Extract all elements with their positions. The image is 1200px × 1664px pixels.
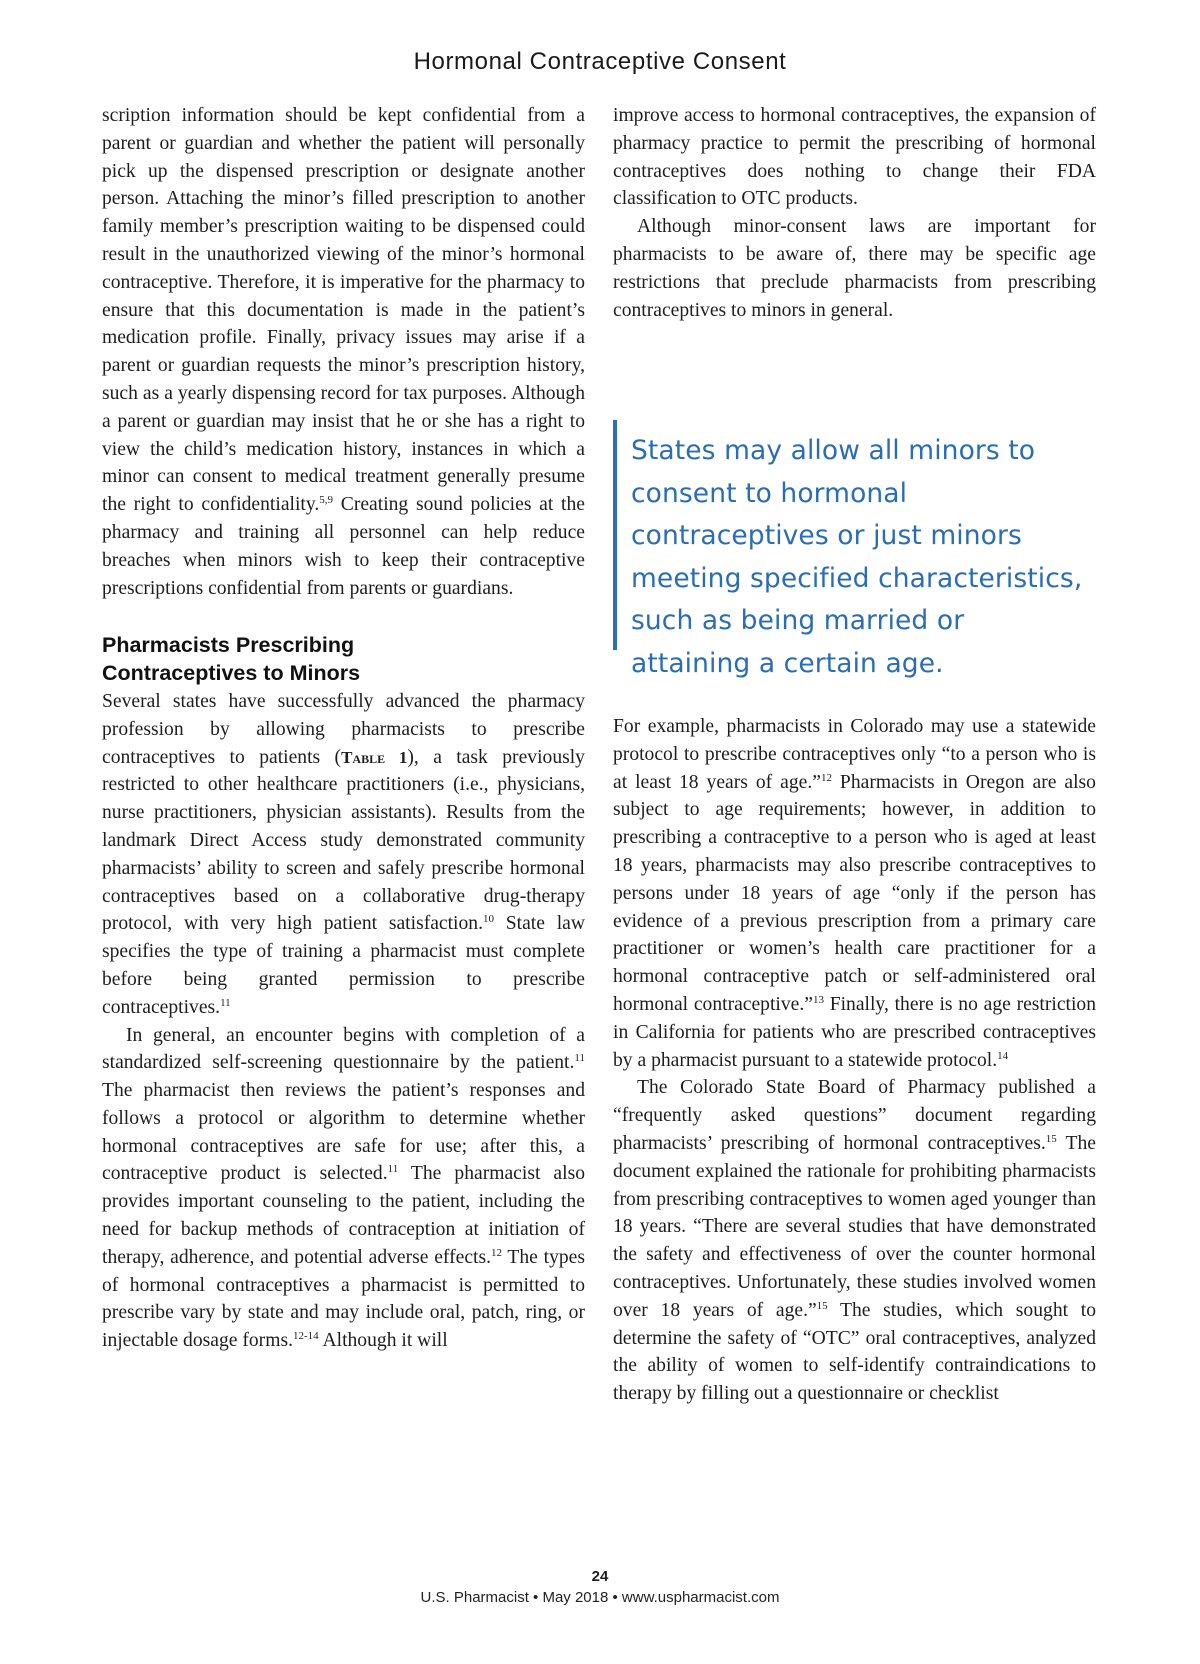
citation: 14 (997, 1049, 1009, 1062)
citation: 13 (812, 993, 824, 1006)
citation: 10 (483, 913, 494, 926)
body-paragraph: scription information should be kept confidential from a parent or guardian and whether the patient will personally pick up the dispensed prescription or designate another person. Attaching the minor’s filled prescription to another family member’s prescription waiting to be dispensed could result in the unauthorized viewing of the minor’s hormonal contraceptive. Therefore, it is imperative for the pharmacy to ensure that this documentation is made in the patient’s medication profile. Finally, privacy issues may arise if a parent or guardian requests the minor’s prescription history, such as a yearly dispensing record for tax purposes. Although a parent or guardian may insist that he or she has a right to view the child’s medication history, instances in which a minor can consent to medical treatment generally presume the right to confidentiality.$^{5,9}$ Creating sound policies at the pharmacy and training all personnel can help reduce breaches when minors wish to keep their contraceptive prescriptions confidential from parents or guardians. (102, 105, 585, 599)
citation: 15 (816, 1299, 828, 1312)
left-column (102, 102, 585, 1355)
body-paragraph: In general, an encounter begins with completion of a standardized self-screening questionnaire by the patient.$^{11}$ The pharmacist then reviews the patient’s responses and follows a protocol or algorithm to determine whether hormonal contraceptives are safe for use; after this, a contraceptive product is selected.$^{11}$ The pharmacist also provides important counseling to the patient, including the need for backup methods of contraception at initiation of therapy, adherence, and potential adverse effects.$^{12}$ The types of hormonal contraceptives a pharmacist is permitted to prescribe vary by state and may include oral, patch, ring, or injectable dosage forms.$^{12-14}$ Although it will (102, 1024, 585, 1352)
running-head: Hormonal Contraceptive Consent (413, 48, 787, 75)
body-paragraph: For example, pharmacists in Colorado may use a statewide protocol to prescribe contraceptives only “to a person who is at least 18 years of age.”$^{12}$ Pharmacists in Oregon are also subject to age requirements; however, in addition to prescribing a contraceptive to a person who is aged at least 18 years, pharmacists may also prescribe contraceptives to persons under 18 years of age “only if the person has evidence of a previous prescription from a primary care practitioner or women’s health care practitioner for a hormonal contraceptive patch or self-administered oral hormonal contraceptive.”$^{13}$ Finally, there is no age restriction in California for patients who are prescribed contraceptives by a pharmacist pursuant to a statewide protocol.$^{14}$ (613, 716, 1097, 1071)
pull-quote-text: States may allow all minors to consent to hormonal contraceptives or just minors meeting specified characteristics, such as being married or attaining a certain age. (631, 435, 1083, 679)
page-footer: U.S. Pharmacist • May 2018 • www.uspharmacist.com (420, 1589, 780, 1606)
body-paragraph: The Colorado State Board of Pharmacy published a “frequently asked questions” document regarding pharmacists’ prescribing of hormonal contraceptives.$^{15}$ The document explained the rationale for prohibiting pharmacists from prescribing contraceptives to women aged younger than 18 years. “There are several studies that have demonstrated the safety and effectiveness of over the counter hormonal contraceptives. Unfortunately, these studies involved women over 18 years of age.”$^{15}$ The studies, which sought to determine the safety of “OTC” oral contraceptives, analyzed the ability of women to self-identify contraindications to therapy by filling out a questionnaire or checklist (613, 1077, 1096, 1405)
pull-quote (613, 420, 1083, 679)
body-paragraph: Although minor-consent laws are important for pharmacists to be aware of, there may be specific age restrictions that preclude pharmacists from prescribing contraceptives to minors in general. (613, 216, 1096, 321)
right-column-upper (613, 102, 1096, 324)
citation: 11 (574, 1052, 585, 1065)
body-paragraph: Several states have successfully advanced the pharmacy profession by allowing pharmacists to prescribe contraceptives to patients (Table 1), a task previously restricted to other healthcare practitioners (i.e., physicians, nurse practitioners, physician assistants). Results from the landmark Direct Access study demonstrated community pharmacists’ ability to screen and safely prescribe hormonal contraceptives based on a collaborative drug-therapy protocol, with very high patient satisfaction.$^{10}$ State law specifies the type of training a pharmacist must complete before being granted permission to prescribe contraceptives.$^{11}$ (102, 690, 586, 1018)
citation: 12 (490, 1246, 502, 1259)
body-paragraph: improve access to hormonal contraceptives, the expansion of pharmacy practice to permit the prescribing of hormonal contraceptives does nothing to change their FDA classification to OTC products. (613, 105, 1096, 210)
section-pharmacists-prescribing (102, 632, 585, 1355)
citation: 11 (387, 1163, 399, 1176)
citation: 12 (820, 771, 832, 784)
citation: 15 (1045, 1132, 1057, 1145)
right-column-lower (613, 713, 1096, 1408)
citation: 12-14 (292, 1330, 319, 1343)
section-heading: Pharmacists Prescribing Contraceptives to Minors (102, 633, 361, 686)
citation: 11 (220, 996, 231, 1009)
citation: 5,9 (319, 494, 334, 507)
page-number: 24 (591, 1568, 609, 1585)
table-reference: Table 1 (341, 747, 408, 767)
